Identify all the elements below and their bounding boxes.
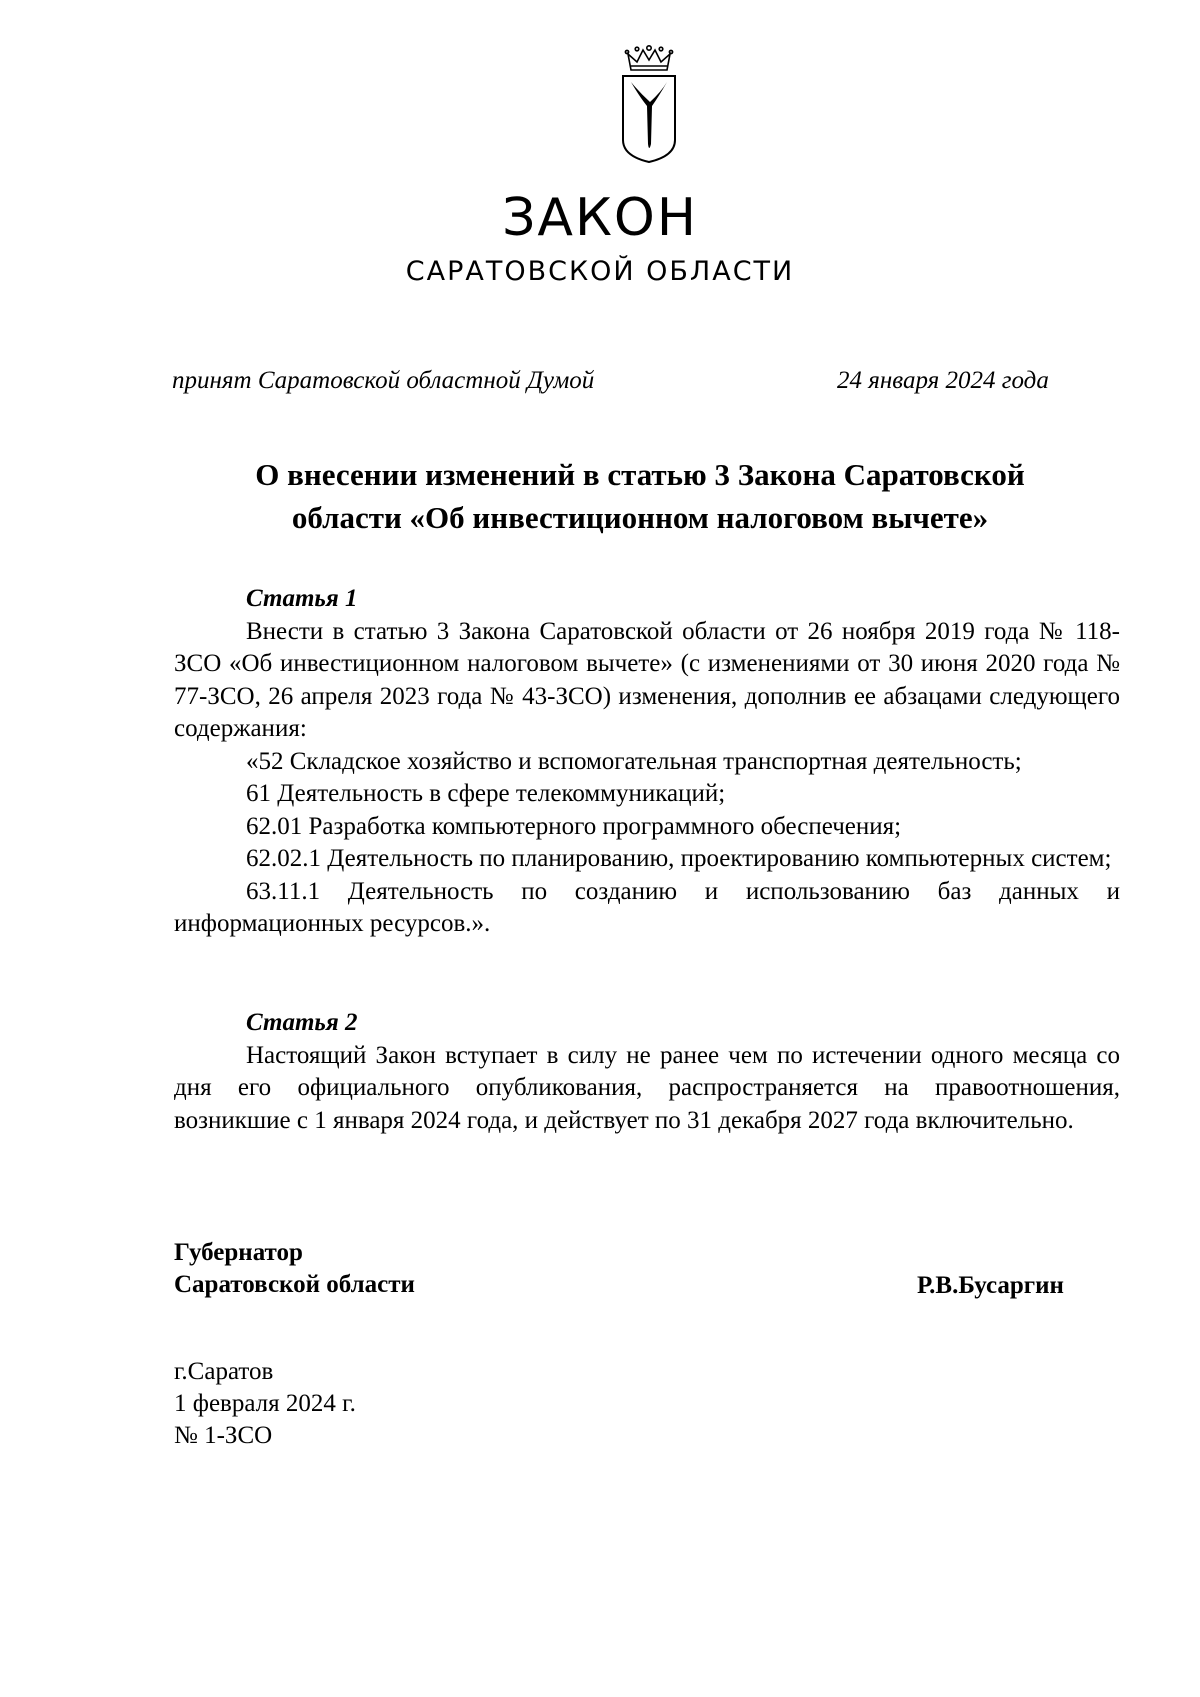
signatory-position	[174, 1237, 415, 1301]
issue-date: 1 февраля 2024 г.	[174, 1390, 356, 1417]
article-2-paragraph: Настоящий Закон вступает в силу не ранее чем по истечении одного месяца со дня его официального опубликования, распространяется на правоотношения, возникшие с 1 января 2024 года, и действует по 31 декабря 2027 года включительно.	[174, 1041, 1120, 1134]
article-2-title: Статья 2	[246, 1009, 358, 1036]
signatory-position-line1: Губернатор	[174, 1239, 303, 1266]
issue-details	[174, 1356, 356, 1452]
law-heading-line1: О внесении изменений в статью 3 Закона Саратовской	[255, 457, 1025, 492]
issue-place: г.Саратов	[174, 1358, 274, 1385]
law-number: № 1-ЗСО	[174, 1422, 273, 1449]
article-1-title: Статья 1	[246, 585, 358, 612]
law-title: ЗАКОН	[502, 188, 698, 248]
article-1-paragraph: 61 Деятельность в сфере телекоммуникаций;	[246, 780, 726, 807]
article-1	[174, 583, 1120, 941]
adoption-date: 24 января 2024 года	[837, 367, 1049, 394]
saratov-coat-of-arms-icon	[617, 44, 681, 164]
article-2	[174, 1007, 1120, 1137]
law-heading-line2: области «Об инвестиционном налоговом вычете»	[291, 500, 989, 535]
region-title: САРАТОВСКОЙ ОБЛАСТИ	[405, 256, 795, 287]
article-1-paragraph: 62.01 Разработка компьютерного программного обеспечения;	[246, 812, 902, 840]
article-1-paragraph: 62.02.1 Деятельность по планированию, проектированию компьютерных систем;	[246, 845, 1112, 872]
article-1-paragraph: 63.11.1 Деятельность по созданию и использованию баз данных и информационных ресурсов.».	[174, 877, 1120, 937]
article-1-paragraph: «52 Складское хозяйство и вспомогательная транспортная деятельность;	[246, 747, 1022, 775]
article-1-paragraph: Внести в статью 3 Закона Саратовской области от 26 ноября 2019 года № 118-ЗСО «Об инвестиционном налоговом вычете» (с изменениями от 30 июня 2020 года № 77-ЗСО, 26 апреля 2023 года № 43-ЗСО) изменения, дополнив ее абзацами следующего содержания:	[174, 617, 1120, 742]
adopted-by: принят Саратовской областной Думой	[172, 367, 595, 394]
law-heading	[160, 453, 1120, 539]
signatory-name: Р.В.Бусаргин	[917, 1272, 1064, 1299]
signatory-position-line2: Саратовской области	[174, 1271, 415, 1298]
